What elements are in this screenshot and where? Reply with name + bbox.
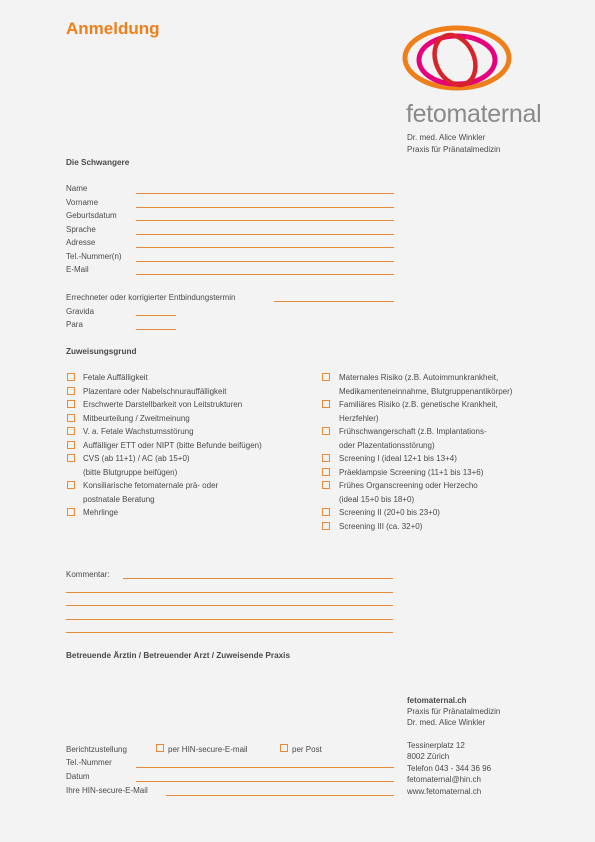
contact-name: fetomaternal.ch (407, 696, 467, 705)
referral-option-label: (bitte Blutgruppe beifügen) (83, 467, 178, 477)
comment-line[interactable] (66, 632, 393, 633)
post-checkbox[interactable] (280, 744, 288, 752)
due-date-label: Errechneter oder korrigierter Entbindungstermin (66, 293, 236, 302)
patient-field-line[interactable] (136, 207, 394, 208)
referral-option-label: Mitbeurteilung / Zweitmeinung (83, 413, 190, 423)
referral-option-label: V. a. Fetale Wachstumsstörung (83, 427, 194, 436)
patient-field-label: Sprache (66, 224, 96, 234)
hin-email-field[interactable] (166, 795, 394, 796)
referral-option-label: Erschwerte Darstellbarkeit von Leitstrukturen (83, 400, 243, 409)
form-title: Anmeldung (66, 19, 160, 38)
hin-email-checkbox[interactable] (156, 744, 164, 752)
patient-heading: Die Schwangere (66, 158, 130, 167)
referral-checkbox[interactable] (322, 508, 330, 516)
para-field[interactable] (136, 329, 176, 330)
patient-field-line[interactable] (136, 234, 394, 235)
referral-option-label: Frühschwangerschaft (z.B. Implantations- (339, 427, 487, 436)
comment-line[interactable] (123, 578, 393, 579)
referral-checkbox[interactable] (322, 400, 330, 408)
contact-street: Tessinerplatz 12 (407, 741, 465, 750)
hin-email-label: Ihre HIN-secure-E-Mail (66, 786, 148, 795)
comment-label: Kommentar: (66, 570, 110, 579)
referral-checkbox[interactable] (322, 454, 330, 462)
referral-option-label: Screening I (ideal 12+1 bis 13+4) (339, 454, 457, 463)
referral-option-label: Screening II (20+0 bis 23+0) (339, 508, 440, 517)
patient-field-line[interactable] (136, 247, 394, 248)
referral-option-label: CVS (ab 11+1) / AC (ab 15+0) (83, 454, 190, 463)
contact-phone: Telefon 043 - 344 36 96 (407, 764, 492, 773)
referral-option-label: Screening III (ca. 32+0) (339, 521, 423, 531)
referral-option-label: Maternales Risiko (z.B. Autoimmunkrankheit, (339, 373, 499, 382)
referral-option-label: Medikamenteneinnahme, Blutgruppenantikörper) (339, 386, 513, 396)
due-date-field[interactable] (274, 301, 394, 302)
referral-option-label: Fetale Auffälligkeit (83, 373, 148, 382)
referral-option-label: Familiäres Risiko (z.B. genetische Krankheit, (339, 400, 498, 409)
physician-phone-label: Tel.-Nummer (66, 758, 112, 767)
referral-checkbox[interactable] (67, 427, 75, 435)
referral-option-label: Konsiliarische fetomaternale prä- oder (83, 481, 219, 490)
para-label: Para (66, 320, 83, 329)
referral-option-label: Auffälliger ETT oder NIPT (bitte Befunde beifügen) (83, 440, 262, 450)
contact-web: www.fetomaternal.ch (407, 787, 482, 796)
referral-checkbox[interactable] (322, 468, 330, 476)
referral-option-label: oder Plazentationsstörung) (339, 440, 435, 450)
referral-option-label: Mehrlinge (83, 508, 119, 517)
contact-email: fetomaternal@hin.ch (407, 775, 481, 784)
physician-phone-field[interactable] (136, 767, 394, 768)
patient-field-line[interactable] (136, 220, 394, 221)
patient-field-line[interactable] (136, 193, 394, 194)
referral-checkbox[interactable] (67, 508, 75, 516)
comment-line[interactable] (66, 619, 393, 620)
header-practice: Praxis für Pränatalmedizin (407, 145, 501, 154)
report-label: Berichtzustellung (66, 745, 127, 754)
patient-field-label: E-Mail (66, 265, 89, 274)
contact-practice: Praxis für Pränatalmedizin (407, 707, 501, 716)
fetomaternal-logo-icon (400, 22, 515, 94)
brand-name: fetomaternal (406, 100, 542, 128)
hin-email-option-label: per HIN-secure-E-mail (168, 745, 248, 754)
referral-checkbox[interactable] (67, 373, 75, 381)
contact-city: 8002 Zürich (407, 752, 450, 761)
referral-checkbox[interactable] (322, 522, 330, 530)
referral-option-label: Frühes Organscreening oder Herzecho (339, 481, 478, 490)
patient-field-label: Name (66, 184, 88, 193)
patient-field-line[interactable] (136, 261, 394, 262)
referral-heading: Zuweisungsgrund (66, 347, 137, 356)
gravida-field[interactable] (136, 315, 176, 316)
referral-checkbox[interactable] (67, 387, 75, 395)
referral-checkbox[interactable] (67, 414, 75, 422)
referral-checkbox[interactable] (67, 454, 75, 462)
patient-field-label: Adresse (66, 238, 96, 247)
patient-field-label: Vorname (66, 197, 99, 207)
referral-option-label: Präeklampsie Screening (11+1 bis 13+6) (339, 467, 484, 477)
header-doctor: Dr. med. Alice Winkler (407, 133, 486, 142)
post-option-label: per Post (292, 745, 322, 754)
referral-checkbox[interactable] (322, 481, 330, 489)
referral-option-label: Herzfehler) (339, 413, 379, 423)
comment-line[interactable] (66, 605, 393, 606)
physician-heading: Betreuende Ärztin / Betreuender Arzt / Zuweisende Praxis (66, 651, 291, 660)
referral-checkbox[interactable] (322, 427, 330, 435)
referral-option-label: postnatale Beratung (83, 494, 155, 504)
comment-line[interactable] (66, 592, 393, 593)
referral-option-label: Plazentare oder Nabelschnurauffälligkeit (83, 386, 227, 396)
date-field[interactable] (136, 781, 394, 782)
contact-doctor: Dr. med. Alice Winkler (407, 718, 486, 727)
gravida-label: Gravida (66, 307, 95, 316)
referral-checkbox[interactable] (67, 441, 75, 449)
referral-option-label: (ideal 15+0 bis 18+0) (339, 494, 415, 504)
patient-field-label: Tel.-Nummer(n) (66, 251, 122, 261)
date-label: Datum (66, 772, 90, 781)
referral-checkbox[interactable] (67, 400, 75, 408)
patient-field-line[interactable] (136, 274, 394, 275)
referral-checkbox[interactable] (322, 373, 330, 381)
referral-checkbox[interactable] (67, 481, 75, 489)
patient-field-label: Geburtsdatum (66, 211, 117, 220)
